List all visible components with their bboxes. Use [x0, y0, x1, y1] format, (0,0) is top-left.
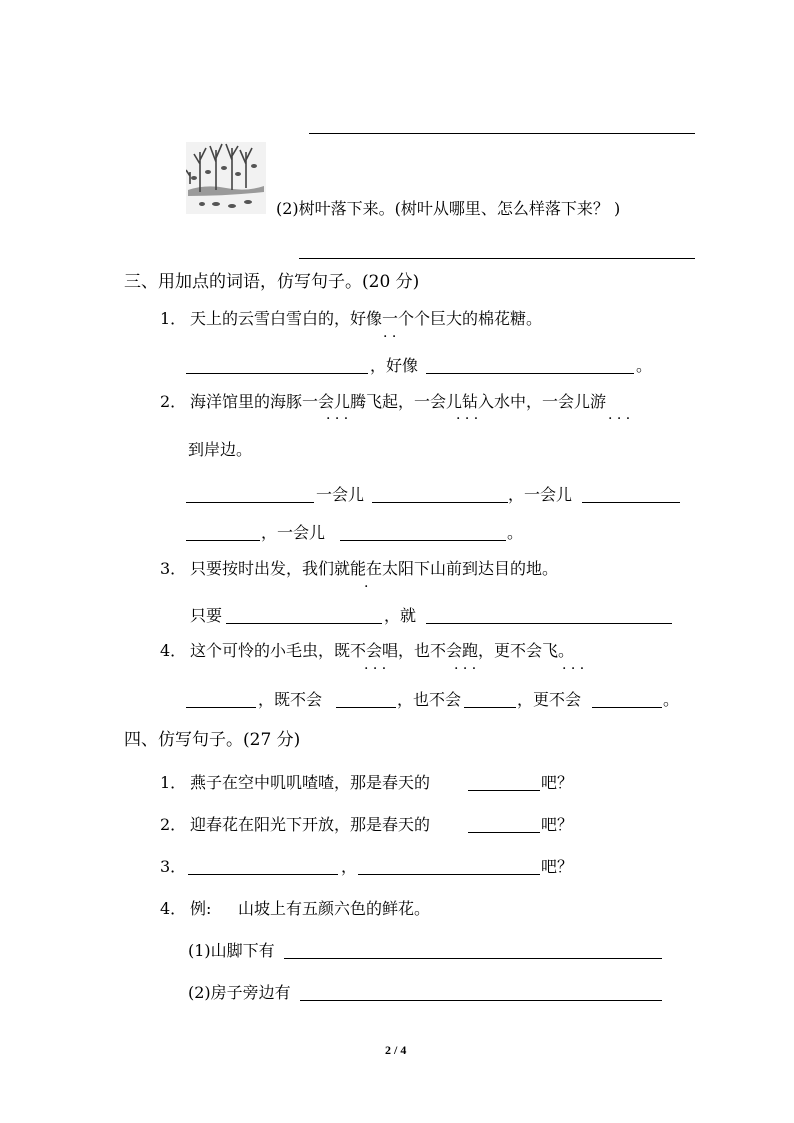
fill-blank[interactable]	[464, 707, 516, 708]
emphasis-dots: · · ·	[456, 411, 479, 427]
fill-text: ，好像	[370, 356, 419, 375]
fill-text: ，就	[384, 606, 417, 625]
fill-blank[interactable]	[582, 502, 680, 503]
sentence-suffix: 吧？	[541, 773, 574, 792]
fill-text: ，既不会	[258, 690, 323, 709]
item-number: 2．	[160, 392, 187, 411]
fill-blank[interactable]	[186, 373, 368, 374]
fill-text: 。	[663, 690, 680, 709]
item-number: 2．	[160, 815, 187, 834]
emphasis-dots: · · ·	[326, 411, 349, 427]
fill-blank[interactable]	[592, 707, 662, 708]
falling-leaves-illustration	[186, 142, 266, 214]
sentence-suffix: 吧？	[541, 857, 574, 876]
item-number: 1．	[160, 309, 187, 328]
fill-text: ，	[341, 857, 358, 876]
emphasis-dots: · · ·	[364, 661, 387, 677]
item-number: 4．	[160, 899, 187, 918]
emphasis-dots: · · ·	[562, 661, 585, 677]
fill-text: ，一会儿	[508, 485, 573, 504]
fill-blank[interactable]	[358, 874, 540, 875]
fill-text: 。	[636, 356, 653, 375]
fill-blank[interactable]	[226, 623, 382, 624]
fill-blank[interactable]	[468, 832, 540, 833]
example-sentence: 这个可怜的小毛虫，既不会唱，也不会跑，更不会飞。	[190, 641, 575, 660]
sentence-prefix: 燕子在空中叽叽喳喳，那是春天的	[190, 773, 431, 792]
answer-line[interactable]	[309, 133, 695, 134]
fill-text: 。	[507, 523, 524, 542]
fill-blank[interactable]	[186, 707, 256, 708]
example-label: 例:	[190, 899, 212, 918]
question-2-prompt: (2)树叶落下来。(树叶从哪里、怎么样落下来？ )	[276, 199, 621, 218]
sub-question-2: (2)房子旁边有	[188, 983, 291, 1002]
fill-text: 一会儿	[316, 485, 365, 504]
answer-line[interactable]	[299, 258, 695, 259]
section-3-heading: 三、用加点的词语，仿写句子。(20 分)	[124, 272, 420, 292]
fill-text: 只要	[190, 606, 223, 625]
item-number: 1．	[160, 773, 187, 792]
example-sentence: 山坡上有五颜六色的鲜花。	[238, 899, 431, 918]
fill-text: ，更不会	[517, 690, 582, 709]
fill-blank[interactable]	[426, 373, 634, 374]
fill-blank[interactable]	[372, 502, 508, 503]
fill-blank[interactable]	[284, 958, 662, 959]
item-number: 4．	[160, 641, 187, 660]
fill-blank[interactable]	[468, 790, 540, 791]
fill-text: ，也不会	[397, 690, 462, 709]
emphasis-dots: ·	[364, 579, 369, 595]
example-sentence-cont: 到岸边。	[188, 440, 253, 459]
fill-blank[interactable]	[336, 707, 396, 708]
emphasis-dots: · · ·	[454, 661, 477, 677]
page-number: 2 / 4	[385, 1043, 407, 1057]
example-sentence: 海洋馆里的海豚一会儿腾飞起，一会儿钻入水中，一会儿游	[190, 392, 607, 411]
emphasis-dots: · · ·	[608, 411, 631, 427]
fill-blank[interactable]	[186, 502, 314, 503]
fill-blank[interactable]	[188, 874, 338, 875]
sub-question-1: (1)山脚下有	[188, 941, 275, 960]
item-number: 3．	[160, 857, 187, 876]
example-sentence: 只要按时出发，我们就能在太阳下山前到达目的地。	[190, 559, 559, 578]
section-4-heading: 四、仿写句子。(27 分)	[124, 730, 301, 750]
emphasis-dots: · ·	[383, 329, 397, 345]
example-sentence: 天上的云雪白雪白的，好像一个个巨大的棉花糖。	[190, 309, 543, 328]
sentence-prefix: 迎春花在阳光下开放，那是春天的	[190, 815, 431, 834]
fill-blank[interactable]	[186, 540, 260, 541]
fill-text: ，一会儿	[261, 523, 326, 542]
fill-blank[interactable]	[426, 623, 672, 624]
sentence-suffix: 吧？	[541, 815, 574, 834]
fill-blank[interactable]	[300, 1000, 662, 1001]
item-number: 3．	[160, 559, 187, 578]
fill-blank[interactable]	[340, 540, 506, 541]
